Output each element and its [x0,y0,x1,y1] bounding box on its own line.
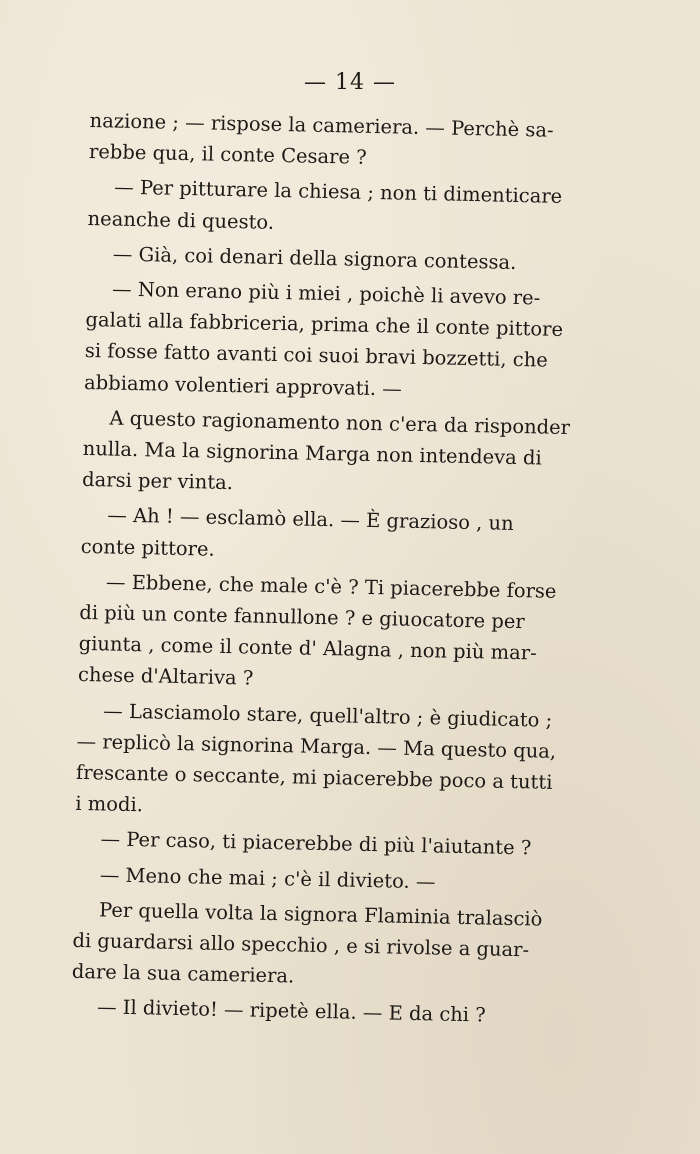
text-line: — Già, coi denari della signora contessa. [112,242,517,274]
text-line: frescante o seccante, mi piacerebbe poco a tutti [75,760,553,794]
paragraph [71,991,592,1033]
text-line: chese d'Altariva ? [77,663,254,690]
text-line: — Non erano più i miei , poichè li avevo re- [111,277,541,310]
text-line: giunta , come il conte d' Alagna , non più mar- [78,632,537,665]
text-line: di guardarsi allo specchio , e si rivolse a guar- [72,928,530,962]
text-line: darsi per vinta. [81,468,234,495]
paragraph [87,171,608,244]
paragraph [80,499,601,572]
paragraph [89,105,610,178]
paragraph [84,273,606,409]
text-line: — Meno che mai ; c'è il divieto. — [99,863,436,894]
text-line: di più un conte fannullone ? e giuocatore per [79,600,525,634]
text-line: — Per pitturare la chiesa ; non ti dimenticare [114,175,563,209]
paragraph [74,823,595,865]
paragraph [87,238,608,280]
text-line: galati alla fabbriceria, prima che il conte pittore [85,308,564,342]
paragraph [74,859,595,901]
text-line: — Ebbene, che male c'è ? Ti piacerebbe forse [105,570,557,603]
text-line: conte pittore. [80,534,215,561]
text-line: — Per caso, ti piacerebbe di più l'aiutante ? [100,827,532,860]
text-line: dare la sua cameriera. [71,960,295,988]
paragraph [72,894,594,998]
text-line: nulla. Ma la signorina Marga non intendeva di [82,436,542,470]
text-line: nazione ; — rispose la cameriera. — Perchè sa- [89,108,554,142]
text-line: rebbe qua, il conte Cesare ? [88,140,367,170]
text-line: — Il divieto! — ripetè ella. — E da chi ? [96,995,486,1027]
body-text [71,105,610,1037]
text-line: — Ah ! — esclamò ella. — È grazioso , un [107,503,514,536]
text-line: Per quella volta la signora Flaminia tralasciò [98,898,543,931]
text-line: neanche di questo. [87,206,275,234]
paragraph [82,402,604,506]
paragraph [78,566,600,702]
text-line: A questo ragionamento non c'era da risponder [109,406,571,439]
page-number: — 14 — [304,70,396,95]
text-line: si fosse fatto avanti coi suoi bravi bozzetti, che [84,339,549,373]
text-line: — replicò la signorina Marga. — Ma questo qua, [76,729,557,763]
paragraph [75,695,597,831]
text-line: abbiamo volentieri approvati. — [83,370,402,401]
text-line: — Lasciamolo stare, quell'altro ; è giudicato ; [103,699,553,732]
text-line: i modi. [75,792,144,817]
